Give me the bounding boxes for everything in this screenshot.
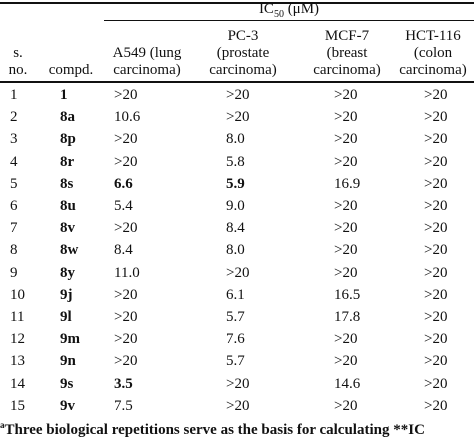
cell-hct116: >20 [424, 397, 448, 414]
cell-mcf7: >20 [334, 220, 358, 237]
cell-hct116: >20 [424, 353, 448, 370]
table-row [0, 262, 474, 285]
cell-compd: 8r [60, 153, 75, 170]
cell-sno: 15 [10, 397, 25, 414]
cell-sno: 8 [10, 242, 18, 259]
cell-a549: >20 [114, 309, 138, 325]
cell-sno: 7 [10, 220, 18, 237]
cell-a549: 10.6 [114, 109, 141, 126]
cell-pc3: >20 [226, 109, 250, 126]
cell-hct116: >20 [424, 286, 448, 303]
cell-pc3: 9.0 [226, 198, 245, 214]
cell-hct116: >20 [424, 131, 448, 148]
cell-pc3: 5.7 [226, 309, 245, 325]
cell-hct116: >20 [424, 175, 448, 192]
cell-hct116: >20 [424, 198, 448, 214]
header-compd: compd. [48, 62, 94, 78]
header-mcf7: MCF-7 (breast carcinoma) [313, 28, 381, 78]
cell-sno: 11 [10, 309, 25, 325]
ic50-group-header: $IC_{50}$ (μM) [258, 1, 320, 20]
cell-hct116: >20 [424, 109, 448, 126]
cell-mcf7: 16.9 [334, 175, 361, 192]
table-row [0, 306, 474, 329]
cell-compd: 1 [60, 87, 68, 103]
cell-mcf7: 16.5 [334, 286, 361, 303]
cell-hct116: >20 [424, 242, 448, 259]
cell-compd: 9l [60, 309, 72, 325]
table-row [0, 106, 474, 129]
cell-a549: 3.5 [114, 375, 133, 392]
cell-pc3: 5.7 [226, 353, 245, 370]
cell-sno: 10 [10, 286, 25, 303]
cell-compd: 8y [60, 264, 75, 281]
cell-sno: 12 [10, 331, 25, 348]
table-row [0, 350, 474, 373]
header-hct116: HCT-116 (colon carcinoma) [399, 28, 467, 78]
table-row [0, 239, 474, 262]
cell-mcf7: >20 [334, 242, 358, 259]
cell-compd: 9v [60, 397, 75, 414]
cell-hct116: >20 [424, 220, 448, 237]
cell-compd: 8a [60, 109, 75, 126]
cell-a549: 6.6 [114, 175, 133, 192]
cell-sno: 2 [10, 109, 18, 126]
cell-hct116: >20 [424, 153, 448, 170]
cell-sno: 6 [10, 198, 18, 214]
cell-sno: 14 [10, 375, 25, 392]
cell-a549: 7.5 [114, 397, 133, 414]
cell-sno: 5 [10, 175, 18, 192]
cell-pc3: 8.0 [226, 131, 245, 148]
cell-compd: 9j [60, 286, 73, 303]
cell-mcf7: >20 [334, 331, 358, 348]
cell-hct116: >20 [424, 264, 448, 281]
cell-mcf7: >20 [334, 109, 358, 126]
group-header-rule [104, 20, 474, 21]
cell-a549: >20 [114, 286, 138, 303]
cell-mcf7: 17.8 [334, 309, 361, 325]
cell-mcf7: >20 [334, 397, 358, 414]
cell-a549: >20 [114, 131, 138, 148]
header-a549: A549 (lung carcinoma) [112, 45, 182, 78]
table-row [0, 195, 474, 218]
cell-sno: 4 [10, 153, 18, 170]
cell-hct116: >20 [424, 87, 448, 103]
header-bottom-rule [0, 81, 474, 83]
cell-compd: 8v [60, 220, 75, 237]
table-row [0, 173, 474, 196]
cell-mcf7: >20 [334, 153, 358, 170]
table-row [0, 373, 474, 396]
cell-compd: 8p [60, 131, 76, 148]
cell-pc3: >20 [226, 264, 250, 281]
cell-sno: 9 [10, 264, 18, 281]
cell-mcf7: >20 [334, 264, 358, 281]
cell-compd: 9s [60, 375, 74, 392]
cell-a549: 11.0 [114, 264, 140, 281]
cell-hct116: >20 [424, 375, 448, 392]
cell-compd: 9m [60, 331, 80, 348]
cell-pc3: >20 [226, 397, 250, 414]
cell-mcf7: >20 [334, 198, 358, 214]
cell-sno: 1 [10, 87, 18, 103]
header-pc3: PC-3 (prostate carcinoma) [209, 28, 277, 78]
table-row [0, 151, 474, 174]
cell-mcf7: >20 [334, 353, 358, 370]
cell-compd: 8u [60, 198, 76, 214]
cell-hct116: >20 [424, 331, 448, 348]
cell-a549: >20 [114, 331, 138, 348]
cell-sno: 3 [10, 131, 18, 148]
cell-a549: 8.4 [114, 242, 133, 259]
cell-a549: >20 [114, 220, 138, 237]
cell-a549: >20 [114, 353, 138, 370]
cell-pc3: 8.0 [226, 242, 245, 259]
cell-pc3: 5.8 [226, 153, 245, 170]
cell-pc3: 8.4 [226, 220, 245, 237]
cell-sno: 13 [10, 353, 25, 370]
table-row [0, 84, 474, 107]
table-footnote: $^a$Three biological repetitions serve as the basis for calculating **IC [0, 420, 425, 438]
cell-pc3: 5.9 [226, 175, 245, 192]
header-sno: s. no. [8, 45, 28, 78]
cell-a549: >20 [114, 153, 138, 170]
cell-compd: 8s [60, 175, 74, 192]
cell-a549: 5.4 [114, 198, 133, 214]
cell-pc3: 7.6 [226, 331, 245, 348]
cell-pc3: 6.1 [226, 286, 245, 303]
cell-hct116: >20 [424, 309, 448, 325]
table-row [0, 284, 474, 307]
cell-mcf7: >20 [334, 87, 358, 103]
cell-compd: 8w [60, 242, 79, 259]
cell-a549: >20 [114, 87, 138, 103]
cell-mcf7: >20 [334, 131, 358, 148]
cell-pc3: >20 [226, 375, 250, 392]
table-row [0, 395, 474, 418]
cell-mcf7: 14.6 [334, 375, 361, 392]
table-row [0, 217, 474, 240]
table-row [0, 128, 474, 151]
cell-pc3: >20 [226, 87, 250, 103]
table-row [0, 328, 474, 351]
cell-compd: 9n [60, 353, 76, 370]
